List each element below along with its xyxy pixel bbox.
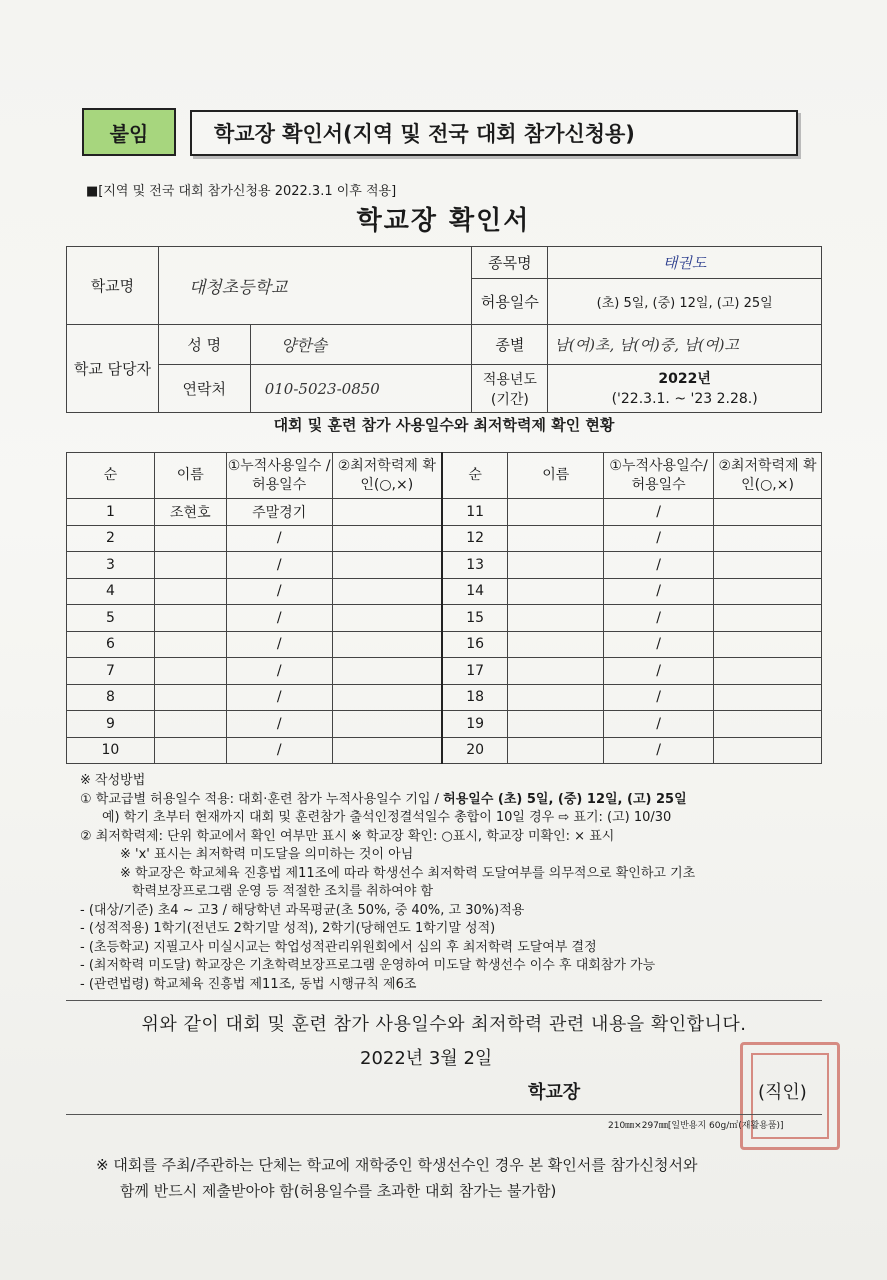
row-name-2 (508, 684, 604, 711)
instruction-10: - (최저학력 미도달) 학교장은 기초학력보장프로그램 운영하여 미도달 학생선수 이수 후 대회참가 가능 (80, 958, 656, 973)
row-days: 주말경기 (226, 499, 332, 526)
row-days-2: / (604, 684, 714, 711)
roster-table (66, 452, 822, 764)
instruction-7: - (대상/기준) 초4 ~ 고3 / 해당학년 과목평균(초 50%, 중 40%, 고 30%)적용 (80, 902, 525, 918)
instruction-4: ※ 'x' 표시는 최저학력 미도달을 의미하는 것이 아님 (120, 847, 414, 862)
row-days-2: / (604, 578, 714, 605)
header-min: ②최저학력제 확인(○,×) (332, 453, 442, 499)
roster-header-row (67, 453, 822, 499)
period-value: ('22.3.1. ~ '23 2.28.) (611, 390, 758, 407)
row-min (332, 499, 442, 526)
table-row (67, 631, 822, 658)
table-row (67, 605, 822, 632)
row-no-2: 14 (442, 578, 508, 605)
row-min (332, 684, 442, 711)
instruction-3: ② 최저학력제: 단위 학교에서 확인 여부만 표시 ※ 학교장 확인: ○표시, 학교장 미확인: × 표시 (80, 828, 615, 844)
instruction-11: - (관련법령) 학교체육 진흥법 제11조, 동법 시행규칙 제6조 (80, 976, 417, 992)
roster-title: 대회 및 훈련 참가 사용일수와 최저학력제 확인 현황 (273, 416, 615, 434)
instruction-1 (80, 791, 820, 810)
footer-line-1: ※ 대회를 주최/주관하는 단체는 학교에 재학중인 학생선수인 경우 본 확인서를 참가신청서와 (96, 1156, 698, 1174)
row-no-2: 16 (442, 631, 508, 658)
row-min-2 (714, 578, 822, 605)
instruction-5: ※ 학교장은 학교체육 진흥법 제11조에 따라 학생선수 최저학력 도달여부를 의무적으로 확인하고 기초 (120, 865, 696, 881)
row-no: 8 (67, 684, 155, 711)
row-name-2 (508, 658, 604, 685)
header-days-2: ①누적사용일수/ 허용일수 (604, 453, 714, 499)
row-days: / (226, 737, 332, 764)
row-days: / (226, 658, 332, 685)
row-no-2: 15 (442, 605, 508, 632)
row-name-2 (508, 578, 604, 605)
row-no: 3 (67, 552, 155, 579)
table-row (67, 711, 822, 738)
row-no-2: 18 (442, 684, 508, 711)
instruction-2: 예) 학기 초부터 현재까지 대회 및 훈련참가 출석인정결석일수 총합이 10일 경우 ⇨ 표기: (고) 10/30 (102, 810, 672, 825)
seal-label: (직인) (758, 1082, 807, 1103)
instructions-heading: ※ 작성방법 (80, 773, 146, 788)
school-label: 학교명 (67, 247, 159, 325)
row-min-2 (714, 711, 822, 738)
row-min-2 (714, 605, 822, 632)
instruction-8: - (성적적용) 1학기(전년도 2학기말 성적), 2학기(당해연도 1학기말 성적) (80, 921, 496, 936)
row-no: 2 (67, 525, 155, 552)
row-name-2 (508, 499, 604, 526)
year-label: 적용년도 (기간) (472, 365, 548, 413)
footer-note (96, 1152, 816, 1204)
row-name (154, 578, 226, 605)
instruction-6: 학력보장프로그램 운영 등 적절한 조치를 취하여야 함 (132, 884, 434, 899)
row-name: 조현호 (154, 499, 226, 526)
row-min (332, 605, 442, 632)
row-min (332, 711, 442, 738)
row-days-2: / (604, 711, 714, 738)
header-min-2: ②최저학력제 확인(○,×) (714, 453, 822, 499)
row-no: 10 (67, 737, 155, 764)
header-name-2: 이름 (508, 453, 604, 499)
confirm-statement: 위와 같이 대회 및 훈련 참가 사용일수와 최저학력 관련 내용을 확인합니다. (141, 1014, 747, 1035)
applied-note: ■[지역 및 전국 대회 참가신청용 2022.3.1 이후 적용] (86, 184, 397, 199)
instructions (80, 772, 820, 994)
row-name (154, 525, 226, 552)
allowed-value: (초) 5일, (중) 12일, (고) 25일 (548, 279, 822, 325)
row-name (154, 684, 226, 711)
school-value: 대청초등학교 (158, 247, 472, 325)
header-days: ①누적사용일수 /허용일수 (226, 453, 332, 499)
divider-top (66, 1000, 822, 1001)
row-no-2: 17 (442, 658, 508, 685)
row-name (154, 552, 226, 579)
table-row (67, 658, 822, 685)
instruction-9: - (초등학교) 지필고사 미실시교는 학업성적관리위원회에서 심의 후 최저학력 도달여부 결정 (80, 939, 597, 955)
row-no-2: 13 (442, 552, 508, 579)
info-table (66, 246, 822, 413)
row-min (332, 658, 442, 685)
paper-spec: 210㎜×297㎜[일반용지 60g/㎡(재활용품)] (608, 1121, 784, 1131)
table-row (67, 737, 822, 764)
row-name-2 (508, 525, 604, 552)
row-name-2 (508, 552, 604, 579)
row-name-2 (508, 631, 604, 658)
header-title: 학교장 확인서(지역 및 전국 대회 참가신청용) (190, 110, 798, 156)
contact-label: 연락처 (158, 365, 250, 413)
staff-label: 학교 담당자 (67, 325, 159, 413)
row-days: / (226, 711, 332, 738)
roster-body (67, 499, 822, 764)
row-no-2: 20 (442, 737, 508, 764)
row-min (332, 525, 442, 552)
row-days: / (226, 631, 332, 658)
event-label: 종목명 (472, 247, 548, 279)
row-days-2: / (604, 605, 714, 632)
row-days: / (226, 684, 332, 711)
row-name-2 (508, 737, 604, 764)
row-no: 5 (67, 605, 155, 632)
header-row (82, 108, 800, 158)
row-no: 6 (67, 631, 155, 658)
row-no: 1 (67, 499, 155, 526)
row-no-2: 11 (442, 499, 508, 526)
gender-label: 종별 (472, 325, 548, 365)
name-value: 양한솔 (250, 325, 472, 365)
row-days: / (226, 605, 332, 632)
divider-bottom (66, 1114, 822, 1115)
row-no: 7 (67, 658, 155, 685)
year-cell (548, 365, 822, 413)
row-no-2: 19 (442, 711, 508, 738)
row-min-2 (714, 631, 822, 658)
row-name-2 (508, 711, 604, 738)
row-days: / (226, 578, 332, 605)
row-days: / (226, 552, 332, 579)
instruction-1-bold: 허용일수 (초) 5일, (중) 12일, (고) 25일 (443, 791, 687, 807)
row-no: 9 (67, 711, 155, 738)
document-title: 학교장 확인서 (356, 206, 531, 236)
year-value: 2022년 (658, 370, 711, 387)
row-min-2 (714, 737, 822, 764)
row-min (332, 737, 442, 764)
row-name (154, 658, 226, 685)
row-min-2 (714, 499, 822, 526)
issue-date: 2022년 3월 2일 (360, 1048, 493, 1069)
row-min-2 (714, 658, 822, 685)
row-min-2 (714, 525, 822, 552)
table-row (67, 578, 822, 605)
row-min (332, 578, 442, 605)
row-min (332, 552, 442, 579)
row-no: 4 (67, 578, 155, 605)
header-no-2: 순 (442, 453, 508, 499)
header-name: 이름 (154, 453, 226, 499)
row-name (154, 737, 226, 764)
row-days-2: / (604, 631, 714, 658)
row-name (154, 631, 226, 658)
event-value: 태권도 (548, 247, 822, 279)
allowed-label: 허용일수 (472, 279, 548, 325)
name-label: 성 명 (158, 325, 250, 365)
row-min (332, 631, 442, 658)
attachment-tag: 붙임 (82, 108, 176, 156)
header-no: 순 (67, 453, 155, 499)
row-days: / (226, 525, 332, 552)
row-name-2 (508, 605, 604, 632)
row-min-2 (714, 552, 822, 579)
principal-label: 학교장 (528, 1082, 581, 1103)
gender-value: 남(여)초, 남(여)중, 남(여)고 (548, 325, 822, 365)
contact-value: 010-5023-0850 (250, 365, 472, 413)
instruction-1-text: ① 학교급별 허용일수 적용: 대회·훈련 참가 누적사용일수 기입 / (80, 791, 444, 807)
row-no-2: 12 (442, 525, 508, 552)
footer-line-2: 함께 반드시 제출받아야 함(허용일수를 초과한 대회 참가는 불가함) (120, 1182, 557, 1200)
row-days-2: / (604, 658, 714, 685)
row-min-2 (714, 684, 822, 711)
row-days-2: / (604, 552, 714, 579)
table-row (67, 525, 822, 552)
row-days-2: / (604, 737, 714, 764)
row-name (154, 605, 226, 632)
table-row (67, 552, 822, 579)
row-name (154, 711, 226, 738)
row-days-2: / (604, 525, 714, 552)
row-days-2: / (604, 499, 714, 526)
table-row (67, 499, 822, 526)
table-row (67, 684, 822, 711)
